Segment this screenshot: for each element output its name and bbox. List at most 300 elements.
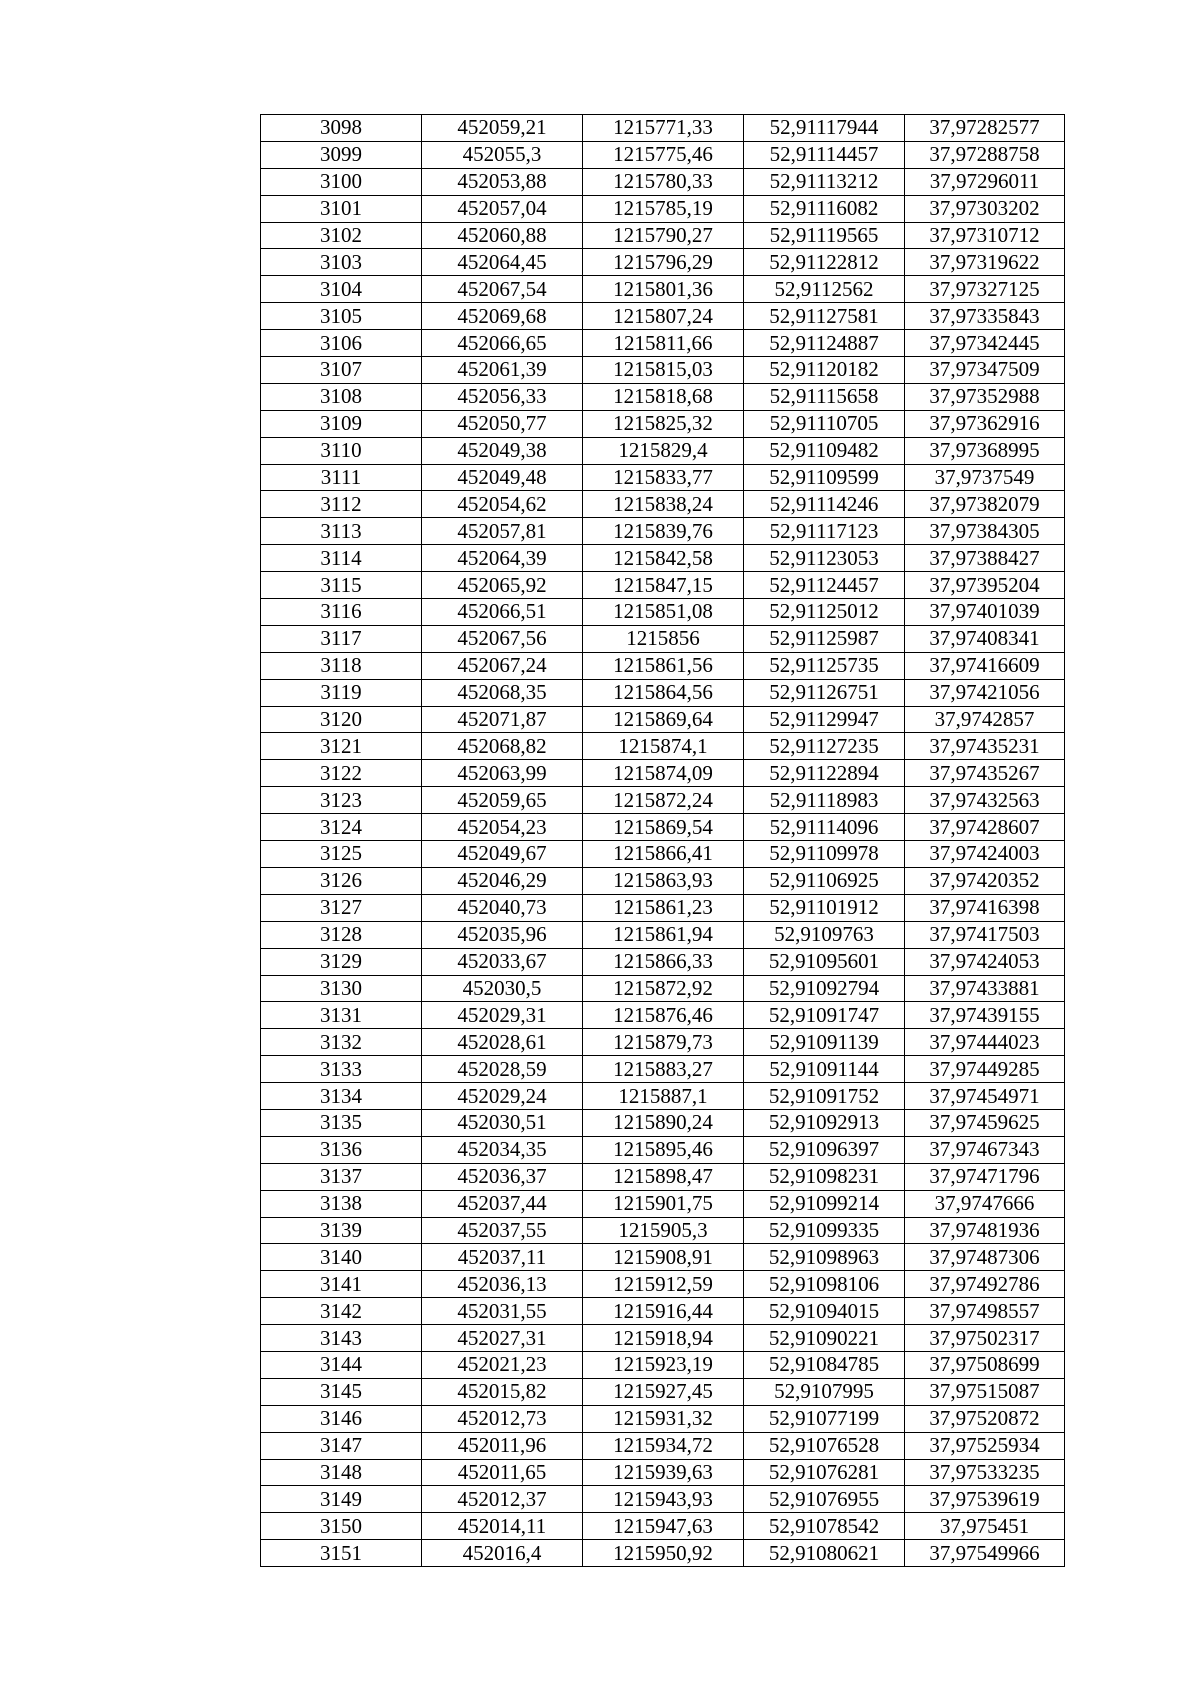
longitude-cell: 37,97508699: [905, 1351, 1065, 1378]
y-coordinate-cell: 1215895,46: [583, 1136, 744, 1163]
latitude-cell: 52,91119565: [744, 222, 905, 249]
latitude-cell: 52,91080621: [744, 1540, 905, 1567]
point-number-cell: 3100: [261, 168, 422, 195]
x-coordinate-cell: 452054,23: [422, 814, 583, 841]
point-number-cell: 3146: [261, 1405, 422, 1432]
x-coordinate-cell: 452027,31: [422, 1325, 583, 1352]
latitude-cell: 52,91091144: [744, 1056, 905, 1083]
latitude-cell: 52,91124457: [744, 572, 905, 599]
latitude-cell: 52,91123053: [744, 545, 905, 572]
latitude-cell: 52,91091752: [744, 1083, 905, 1110]
table-row: [261, 867, 1065, 894]
latitude-cell: 52,91124887: [744, 330, 905, 357]
point-number-cell: 3131: [261, 1002, 422, 1029]
x-coordinate-cell: 452021,23: [422, 1351, 583, 1378]
point-number-cell: 3151: [261, 1540, 422, 1567]
longitude-cell: 37,97515087: [905, 1378, 1065, 1405]
y-coordinate-cell: 1215780,33: [583, 168, 744, 195]
x-coordinate-cell: 452030,51: [422, 1109, 583, 1136]
point-number-cell: 3127: [261, 894, 422, 921]
point-number-cell: 3130: [261, 975, 422, 1002]
table-row: [261, 1513, 1065, 1540]
point-number-cell: 3120: [261, 706, 422, 733]
y-coordinate-cell: 1215829,4: [583, 437, 744, 464]
latitude-cell: 52,91120182: [744, 357, 905, 384]
longitude-cell: 37,97449285: [905, 1056, 1065, 1083]
x-coordinate-cell: 452030,5: [422, 975, 583, 1002]
x-coordinate-cell: 452055,3: [422, 141, 583, 168]
table-row: [261, 572, 1065, 599]
table-row: [261, 1298, 1065, 1325]
longitude-cell: 37,97319622: [905, 249, 1065, 276]
longitude-cell: 37,97288758: [905, 141, 1065, 168]
latitude-cell: 52,91127235: [744, 733, 905, 760]
y-coordinate-cell: 1215931,32: [583, 1405, 744, 1432]
table-row: [261, 948, 1065, 975]
latitude-cell: 52,91098106: [744, 1271, 905, 1298]
y-coordinate-cell: 1215912,59: [583, 1271, 744, 1298]
y-coordinate-cell: 1215815,03: [583, 357, 744, 384]
y-coordinate-cell: 1215856: [583, 625, 744, 652]
point-number-cell: 3107: [261, 357, 422, 384]
point-number-cell: 3125: [261, 841, 422, 868]
table-row: [261, 249, 1065, 276]
y-coordinate-cell: 1215872,92: [583, 975, 744, 1002]
table-row: [261, 1244, 1065, 1271]
y-coordinate-cell: 1215771,33: [583, 115, 744, 142]
point-number-cell: 3111: [261, 464, 422, 491]
y-coordinate-cell: 1215864,56: [583, 679, 744, 706]
longitude-cell: 37,97525934: [905, 1432, 1065, 1459]
latitude-cell: 52,91115658: [744, 383, 905, 410]
latitude-cell: 52,91077199: [744, 1405, 905, 1432]
point-number-cell: 3102: [261, 222, 422, 249]
x-coordinate-cell: 452012,37: [422, 1486, 583, 1513]
longitude-cell: 37,9737549: [905, 464, 1065, 491]
x-coordinate-cell: 452012,73: [422, 1405, 583, 1432]
table-row: [261, 1405, 1065, 1432]
table-row: [261, 464, 1065, 491]
point-number-cell: 3129: [261, 948, 422, 975]
table-row: [261, 1163, 1065, 1190]
y-coordinate-cell: 1215861,56: [583, 652, 744, 679]
y-coordinate-cell: 1215943,93: [583, 1486, 744, 1513]
latitude-cell: 52,9109763: [744, 921, 905, 948]
point-number-cell: 3138: [261, 1190, 422, 1217]
table-row: [261, 706, 1065, 733]
table-row: [261, 1540, 1065, 1567]
table-row: [261, 491, 1065, 518]
table-row: [261, 733, 1065, 760]
latitude-cell: 52,91125735: [744, 652, 905, 679]
latitude-cell: 52,91076955: [744, 1486, 905, 1513]
point-number-cell: 3117: [261, 625, 422, 652]
x-coordinate-cell: 452053,88: [422, 168, 583, 195]
x-coordinate-cell: 452029,31: [422, 1002, 583, 1029]
x-coordinate-cell: 452036,37: [422, 1163, 583, 1190]
table-row: [261, 1351, 1065, 1378]
longitude-cell: 37,97416609: [905, 652, 1065, 679]
y-coordinate-cell: 1215851,08: [583, 599, 744, 626]
longitude-cell: 37,97502317: [905, 1325, 1065, 1352]
longitude-cell: 37,97459625: [905, 1109, 1065, 1136]
longitude-cell: 37,97347509: [905, 357, 1065, 384]
coordinates-table: [260, 114, 1065, 1567]
longitude-cell: 37,97487306: [905, 1244, 1065, 1271]
point-number-cell: 3148: [261, 1459, 422, 1486]
latitude-cell: 52,91076528: [744, 1432, 905, 1459]
x-coordinate-cell: 452067,54: [422, 276, 583, 303]
table-row: [261, 168, 1065, 195]
longitude-cell: 37,97282577: [905, 115, 1065, 142]
x-coordinate-cell: 452068,82: [422, 733, 583, 760]
x-coordinate-cell: 452046,29: [422, 867, 583, 894]
latitude-cell: 52,91099214: [744, 1190, 905, 1217]
y-coordinate-cell: 1215947,63: [583, 1513, 744, 1540]
table-row: [261, 1217, 1065, 1244]
y-coordinate-cell: 1215883,27: [583, 1056, 744, 1083]
point-number-cell: 3150: [261, 1513, 422, 1540]
table-row: [261, 599, 1065, 626]
y-coordinate-cell: 1215916,44: [583, 1298, 744, 1325]
longitude-cell: 37,97352988: [905, 383, 1065, 410]
table-row: [261, 303, 1065, 330]
x-coordinate-cell: 452033,67: [422, 948, 583, 975]
longitude-cell: 37,97420352: [905, 867, 1065, 894]
longitude-cell: 37,97327125: [905, 276, 1065, 303]
y-coordinate-cell: 1215775,46: [583, 141, 744, 168]
latitude-cell: 52,91084785: [744, 1351, 905, 1378]
point-number-cell: 3139: [261, 1217, 422, 1244]
longitude-cell: 37,97303202: [905, 195, 1065, 222]
x-coordinate-cell: 452057,04: [422, 195, 583, 222]
latitude-cell: 52,91095601: [744, 948, 905, 975]
x-coordinate-cell: 452049,38: [422, 437, 583, 464]
y-coordinate-cell: 1215838,24: [583, 491, 744, 518]
longitude-cell: 37,97549966: [905, 1540, 1065, 1567]
longitude-cell: 37,97428607: [905, 814, 1065, 841]
latitude-cell: 52,91129947: [744, 706, 905, 733]
longitude-cell: 37,97435231: [905, 733, 1065, 760]
latitude-cell: 52,91109978: [744, 841, 905, 868]
point-number-cell: 3145: [261, 1378, 422, 1405]
y-coordinate-cell: 1215927,45: [583, 1378, 744, 1405]
longitude-cell: 37,97382079: [905, 491, 1065, 518]
x-coordinate-cell: 452056,33: [422, 383, 583, 410]
coordinates-table-body: [261, 115, 1065, 1567]
point-number-cell: 3132: [261, 1029, 422, 1056]
table-row: [261, 1432, 1065, 1459]
table-row: [261, 1056, 1065, 1083]
y-coordinate-cell: 1215874,09: [583, 760, 744, 787]
x-coordinate-cell: 452060,88: [422, 222, 583, 249]
point-number-cell: 3136: [261, 1136, 422, 1163]
y-coordinate-cell: 1215847,15: [583, 572, 744, 599]
longitude-cell: 37,97432563: [905, 787, 1065, 814]
table-row: [261, 437, 1065, 464]
x-coordinate-cell: 452034,35: [422, 1136, 583, 1163]
latitude-cell: 52,91096397: [744, 1136, 905, 1163]
latitude-cell: 52,91117944: [744, 115, 905, 142]
table-row: [261, 921, 1065, 948]
table-row: [261, 1109, 1065, 1136]
longitude-cell: 37,97388427: [905, 545, 1065, 572]
point-number-cell: 3106: [261, 330, 422, 357]
y-coordinate-cell: 1215842,58: [583, 545, 744, 572]
y-coordinate-cell: 1215879,73: [583, 1029, 744, 1056]
x-coordinate-cell: 452028,59: [422, 1056, 583, 1083]
point-number-cell: 3118: [261, 652, 422, 679]
x-coordinate-cell: 452050,77: [422, 410, 583, 437]
longitude-cell: 37,97424053: [905, 948, 1065, 975]
y-coordinate-cell: 1215790,27: [583, 222, 744, 249]
latitude-cell: 52,91106925: [744, 867, 905, 894]
point-number-cell: 3142: [261, 1298, 422, 1325]
latitude-cell: 52,91114246: [744, 491, 905, 518]
longitude-cell: 37,97335843: [905, 303, 1065, 330]
point-number-cell: 3109: [261, 410, 422, 437]
y-coordinate-cell: 1215918,94: [583, 1325, 744, 1352]
y-coordinate-cell: 1215869,54: [583, 814, 744, 841]
table-row: [261, 1083, 1065, 1110]
point-number-cell: 3141: [261, 1271, 422, 1298]
y-coordinate-cell: 1215866,33: [583, 948, 744, 975]
x-coordinate-cell: 452061,39: [422, 357, 583, 384]
table-row: [261, 115, 1065, 142]
table-row: [261, 410, 1065, 437]
point-number-cell: 3113: [261, 518, 422, 545]
longitude-cell: 37,97362916: [905, 410, 1065, 437]
latitude-cell: 52,91109599: [744, 464, 905, 491]
table-row: [261, 357, 1065, 384]
latitude-cell: 52,91116082: [744, 195, 905, 222]
x-coordinate-cell: 452037,44: [422, 1190, 583, 1217]
longitude-cell: 37,97481936: [905, 1217, 1065, 1244]
longitude-cell: 37,97492786: [905, 1271, 1065, 1298]
y-coordinate-cell: 1215869,64: [583, 706, 744, 733]
point-number-cell: 3144: [261, 1351, 422, 1378]
table-row: [261, 195, 1065, 222]
point-number-cell: 3105: [261, 303, 422, 330]
latitude-cell: 52,91099335: [744, 1217, 905, 1244]
x-coordinate-cell: 452054,62: [422, 491, 583, 518]
point-number-cell: 3143: [261, 1325, 422, 1352]
y-coordinate-cell: 1215866,41: [583, 841, 744, 868]
table-row: [261, 141, 1065, 168]
table-row: [261, 545, 1065, 572]
latitude-cell: 52,91122812: [744, 249, 905, 276]
x-coordinate-cell: 452016,4: [422, 1540, 583, 1567]
table-row: [261, 1486, 1065, 1513]
table-row: [261, 1459, 1065, 1486]
latitude-cell: 52,91092794: [744, 975, 905, 1002]
x-coordinate-cell: 452067,56: [422, 625, 583, 652]
point-number-cell: 3116: [261, 599, 422, 626]
x-coordinate-cell: 452031,55: [422, 1298, 583, 1325]
y-coordinate-cell: 1215905,3: [583, 1217, 744, 1244]
longitude-cell: 37,97401039: [905, 599, 1065, 626]
x-coordinate-cell: 452059,21: [422, 115, 583, 142]
longitude-cell: 37,97471796: [905, 1163, 1065, 1190]
point-number-cell: 3103: [261, 249, 422, 276]
point-number-cell: 3119: [261, 679, 422, 706]
table-row: [261, 1029, 1065, 1056]
point-number-cell: 3124: [261, 814, 422, 841]
longitude-cell: 37,97421056: [905, 679, 1065, 706]
longitude-cell: 37,97424003: [905, 841, 1065, 868]
x-coordinate-cell: 452015,82: [422, 1378, 583, 1405]
point-number-cell: 3126: [261, 867, 422, 894]
table-row: [261, 652, 1065, 679]
x-coordinate-cell: 452011,96: [422, 1432, 583, 1459]
latitude-cell: 52,91125012: [744, 599, 905, 626]
table-row: [261, 222, 1065, 249]
point-number-cell: 3149: [261, 1486, 422, 1513]
x-coordinate-cell: 452068,35: [422, 679, 583, 706]
x-coordinate-cell: 452065,92: [422, 572, 583, 599]
longitude-cell: 37,97435267: [905, 760, 1065, 787]
y-coordinate-cell: 1215887,1: [583, 1083, 744, 1110]
table-row: [261, 330, 1065, 357]
table-row: [261, 625, 1065, 652]
y-coordinate-cell: 1215861,23: [583, 894, 744, 921]
latitude-cell: 52,91127581: [744, 303, 905, 330]
y-coordinate-cell: 1215876,46: [583, 1002, 744, 1029]
x-coordinate-cell: 452067,24: [422, 652, 583, 679]
table-row: [261, 894, 1065, 921]
y-coordinate-cell: 1215861,94: [583, 921, 744, 948]
table-row: [261, 814, 1065, 841]
longitude-cell: 37,97296011: [905, 168, 1065, 195]
table-row: [261, 760, 1065, 787]
table-row: [261, 679, 1065, 706]
latitude-cell: 52,91091747: [744, 1002, 905, 1029]
point-number-cell: 3112: [261, 491, 422, 518]
table-row: [261, 1325, 1065, 1352]
table-row: [261, 1190, 1065, 1217]
point-number-cell: 3137: [261, 1163, 422, 1190]
y-coordinate-cell: 1215801,36: [583, 276, 744, 303]
x-coordinate-cell: 452037,55: [422, 1217, 583, 1244]
longitude-cell: 37,97439155: [905, 1002, 1065, 1029]
y-coordinate-cell: 1215796,29: [583, 249, 744, 276]
y-coordinate-cell: 1215833,77: [583, 464, 744, 491]
table-row: [261, 1378, 1065, 1405]
table-row: [261, 1002, 1065, 1029]
table-row: [261, 1136, 1065, 1163]
y-coordinate-cell: 1215934,72: [583, 1432, 744, 1459]
x-coordinate-cell: 452063,99: [422, 760, 583, 787]
x-coordinate-cell: 452028,61: [422, 1029, 583, 1056]
table-row: [261, 841, 1065, 868]
longitude-cell: 37,97417503: [905, 921, 1065, 948]
longitude-cell: 37,97433881: [905, 975, 1065, 1002]
latitude-cell: 52,91114096: [744, 814, 905, 841]
point-number-cell: 3108: [261, 383, 422, 410]
point-number-cell: 3104: [261, 276, 422, 303]
longitude-cell: 37,97467343: [905, 1136, 1065, 1163]
y-coordinate-cell: 1215950,92: [583, 1540, 744, 1567]
y-coordinate-cell: 1215807,24: [583, 303, 744, 330]
latitude-cell: 52,9112562: [744, 276, 905, 303]
latitude-cell: 52,91117123: [744, 518, 905, 545]
x-coordinate-cell: 452064,39: [422, 545, 583, 572]
table-row: [261, 276, 1065, 303]
longitude-cell: 37,97310712: [905, 222, 1065, 249]
y-coordinate-cell: 1215839,76: [583, 518, 744, 545]
y-coordinate-cell: 1215923,19: [583, 1351, 744, 1378]
longitude-cell: 37,97454971: [905, 1083, 1065, 1110]
latitude-cell: 52,91091139: [744, 1029, 905, 1056]
latitude-cell: 52,91076281: [744, 1459, 905, 1486]
x-coordinate-cell: 452069,68: [422, 303, 583, 330]
point-number-cell: 3123: [261, 787, 422, 814]
y-coordinate-cell: 1215825,32: [583, 410, 744, 437]
x-coordinate-cell: 452066,65: [422, 330, 583, 357]
longitude-cell: 37,97498557: [905, 1298, 1065, 1325]
x-coordinate-cell: 452011,65: [422, 1459, 583, 1486]
x-coordinate-cell: 452059,65: [422, 787, 583, 814]
point-number-cell: 3133: [261, 1056, 422, 1083]
table-row: [261, 518, 1065, 545]
point-number-cell: 3134: [261, 1083, 422, 1110]
x-coordinate-cell: 452029,24: [422, 1083, 583, 1110]
x-coordinate-cell: 452066,51: [422, 599, 583, 626]
x-coordinate-cell: 452035,96: [422, 921, 583, 948]
point-number-cell: 3115: [261, 572, 422, 599]
y-coordinate-cell: 1215872,24: [583, 787, 744, 814]
table-row: [261, 383, 1065, 410]
y-coordinate-cell: 1215939,63: [583, 1459, 744, 1486]
longitude-cell: 37,97384305: [905, 518, 1065, 545]
longitude-cell: 37,97533235: [905, 1459, 1065, 1486]
y-coordinate-cell: 1215874,1: [583, 733, 744, 760]
x-coordinate-cell: 452036,13: [422, 1271, 583, 1298]
latitude-cell: 52,91109482: [744, 437, 905, 464]
point-number-cell: 3121: [261, 733, 422, 760]
latitude-cell: 52,91078542: [744, 1513, 905, 1540]
y-coordinate-cell: 1215811,66: [583, 330, 744, 357]
latitude-cell: 52,91094015: [744, 1298, 905, 1325]
point-number-cell: 3135: [261, 1109, 422, 1136]
point-number-cell: 3099: [261, 141, 422, 168]
x-coordinate-cell: 452049,48: [422, 464, 583, 491]
longitude-cell: 37,97368995: [905, 437, 1065, 464]
longitude-cell: 37,9742857: [905, 706, 1065, 733]
longitude-cell: 37,97416398: [905, 894, 1065, 921]
latitude-cell: 52,91118983: [744, 787, 905, 814]
latitude-cell: 52,91098231: [744, 1163, 905, 1190]
point-number-cell: 3110: [261, 437, 422, 464]
latitude-cell: 52,91126751: [744, 679, 905, 706]
point-number-cell: 3122: [261, 760, 422, 787]
latitude-cell: 52,91110705: [744, 410, 905, 437]
latitude-cell: 52,91114457: [744, 141, 905, 168]
y-coordinate-cell: 1215785,19: [583, 195, 744, 222]
x-coordinate-cell: 452049,67: [422, 841, 583, 868]
table-row: [261, 1271, 1065, 1298]
longitude-cell: 37,9747666: [905, 1190, 1065, 1217]
y-coordinate-cell: 1215863,93: [583, 867, 744, 894]
table-row: [261, 975, 1065, 1002]
x-coordinate-cell: 452071,87: [422, 706, 583, 733]
latitude-cell: 52,91125987: [744, 625, 905, 652]
latitude-cell: 52,91092913: [744, 1109, 905, 1136]
point-number-cell: 3114: [261, 545, 422, 572]
y-coordinate-cell: 1215908,91: [583, 1244, 744, 1271]
point-number-cell: 3140: [261, 1244, 422, 1271]
point-number-cell: 3101: [261, 195, 422, 222]
